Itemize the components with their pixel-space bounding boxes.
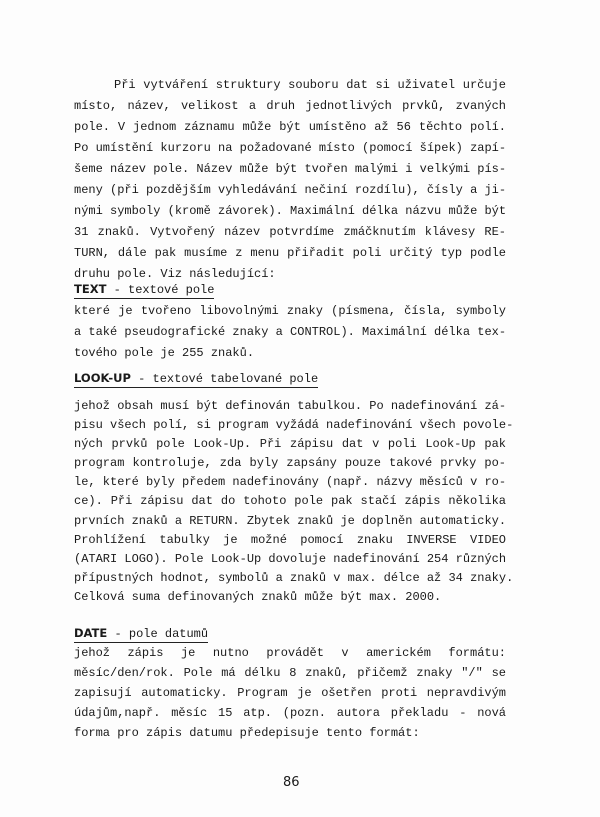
text-line: nými symboly (kromě závorek). Maximální délka názvu může být [74,204,507,218]
text-line: ce). Při zápisu dat do tohoto pole pak stačí zápis několika [74,494,506,509]
text-line: Při vytváření struktury souboru dat si uživatel určuje [114,78,506,92]
page-number: 86 [283,775,300,790]
date-paragraph [74,647,506,747]
text-line: zapisují automaticky. Program je ošetřen proti nepravdivým [74,686,506,700]
heading-title: - textové tabelované pole [130,372,319,386]
text-line: Po umístění kurzoru na požadované místo (pomocí šípek) zapí- [74,141,507,155]
text-line: prvních znaků a RETURN. Zbytek znaků je doplněn automaticky. [74,513,507,528]
heading-keyword: TEXT [74,282,107,296]
heading-text [74,282,214,299]
text-line: tového pole je 255 znaků. [74,346,255,360]
heading-lookup [74,371,318,388]
lookup-paragraph [74,399,514,610]
text-line: forma pro zápis datumu předepisuje tento formát: [74,726,420,740]
text-line: (ATARI LOGO). Pole Look-Up dovoluje nadefinování 254 různých [74,551,507,566]
text-line: pisu všech polí, si program vyžádá nadefinování všech povole- [74,418,514,433]
text-line: jehož zápis je nutno provádět v americkém formátu: [74,646,506,660]
text-line: meny (při pozdějším vyhledávání nečiní rozdílu), čísly a ji- [74,183,507,197]
text-line: údajům,např. měsíc 15 atp. (pozn. autora překladu - nová [74,706,506,720]
text-line: pole. V jednom záznamu může být umístěno až 56 těchto polí. [74,120,506,134]
text-line: druhu pole. Viz následující: [74,267,276,281]
heading-keyword: DATE [74,626,108,640]
text-line: měsíc/den/rok. Pole má délku 8 znaků, přičemž znaky "/" se [74,666,506,680]
text-line: Prohlížení tabulky je možné pomocí znaku INVERSE VIDEO [74,532,506,547]
heading-date [74,626,208,643]
heading-keyword: LOOK-UP [74,371,131,385]
text-line: 31 znaků. Vytvořený název potvrdíme zmáčknutím klávesy RE- [74,225,506,239]
text-line: a také pseudografické znaky a CONTROL). Maximální délka tex- [74,325,507,339]
text-line: le, které byly předem nadefinovány (např. názvy měsíců v ro- [74,475,507,490]
text-line: program kontroluje, zda byly zapsány pouze takové prvky po- [74,456,506,471]
intro-paragraph [74,79,506,289]
heading-title: - pole datumů [107,627,209,641]
text-line: šeme název pole. Název může být tvořen malými i velkými pís- [74,162,507,176]
text-paragraph [74,305,506,368]
text-line: jehož obsah musí být definován tabulkou. Po nadefinování zá- [74,399,507,413]
heading-title: - textové pole [106,283,215,297]
text-line: Celková suma definovaných znaků může být max. 2000. [74,589,442,604]
text-line: TURN, dále pak musíme z menu přiřadit poli určitý typ podle [74,246,506,260]
text-line: místo, název, velikost a druh jednotlivých prvků, zvaných [74,99,506,113]
text-line: které je tvořeno libovolnými znaky (písmena, čísla, symboly [74,304,506,318]
text-line: přípustných hodnot, symbolů a znaků v max. délce až 34 znaky. [74,570,514,585]
text-line: ných prvků pole Look-Up. Při zápisu dat v poli Look-Up pak [74,437,506,452]
